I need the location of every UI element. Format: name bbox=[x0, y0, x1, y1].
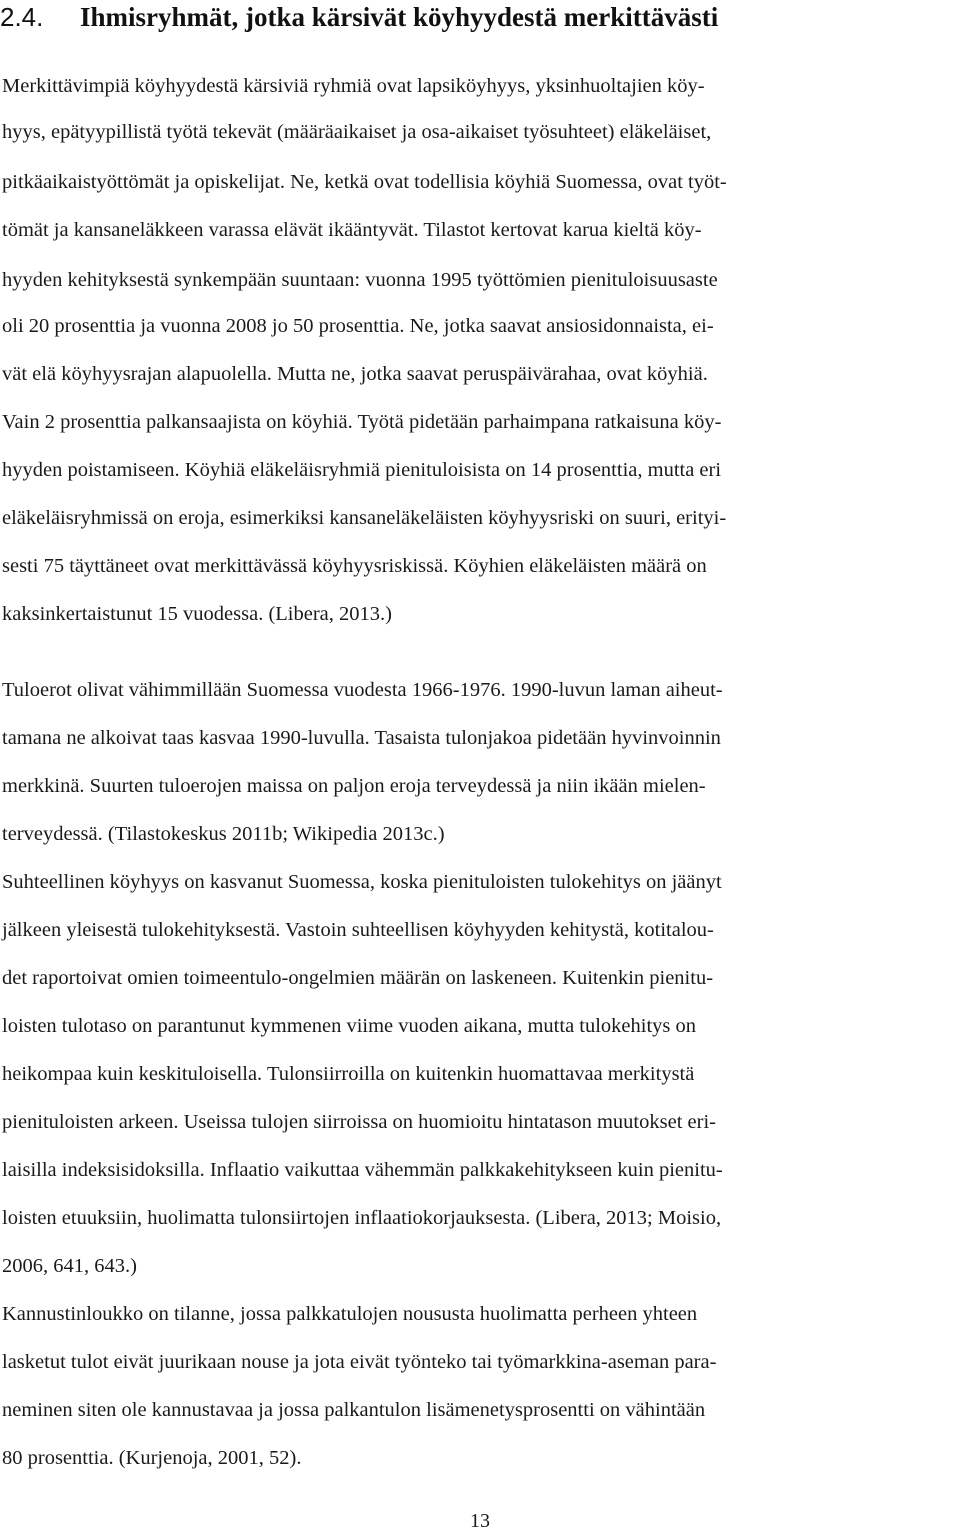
section-heading bbox=[0, 0, 960, 36]
text-line: Vain 2 prosenttia palkansaajista on köyhiä. Työtä pidetään parhaimpana ratkaisuna köy- bbox=[2, 411, 722, 433]
text-line: tamana ne alkoivat taas kasvaa 1990-luvulla. Tasaista tulonjakoa pidetään hyvinvoinnin bbox=[2, 727, 721, 749]
text-line: hyyden poistamiseen. Köyhiä eläkeläisryhmiä pienituloisista on 14 prosenttia, mutta eri bbox=[2, 459, 722, 481]
text-line: pitkäaikaistyöttömät ja opiskelijat. Ne, ketkä ovat todellisia köyhiä Suomessa, ovat työt- bbox=[2, 171, 727, 193]
text-line: sesti 75 täyttäneet ovat merkittävässä köyhyysriskissä. Köyhien eläkeläisten määrä on bbox=[2, 555, 707, 577]
text-line: pienituloisten arkeen. Useissa tulojen siirroissa on huomioitu hintatason muutokset eri- bbox=[2, 1111, 716, 1133]
text-line: tömät ja kansaneläkkeen varassa elävät ikääntyvät. Tilastot kertovat karua kieltä köy- bbox=[2, 219, 702, 241]
text-line: hyys, epätyypillistä työtä tekevät (määräaikaiset ja osa-aikaiset työsuhteet) eläkeläiset, bbox=[2, 121, 712, 143]
text-line: terveydessä. (Tilastokeskus 2011b; Wikipedia 2013c.) bbox=[2, 823, 445, 845]
text-line: heikompaa kuin keskituloisella. Tulonsiirroilla on kuitenkin huomattavaa merkitystä bbox=[2, 1063, 695, 1085]
text-line: 80 prosenttia. (Kurjenoja, 2001, 52). bbox=[2, 1447, 302, 1469]
text-line: merkkinä. Suurten tuloerojen maissa on paljon eroja terveydessä ja niin ikään mielen- bbox=[2, 775, 706, 797]
text-line: lasketut tulot eivät juurikaan nouse ja jota eivät työnteko tai työmarkkina-aseman para- bbox=[2, 1351, 717, 1373]
text-line: Suhteellinen köyhyys on kasvanut Suomessa, koska pienituloisten tulokehitys on jäänyt bbox=[2, 871, 722, 893]
section-number: 2.4. bbox=[0, 2, 44, 32]
text-line: jälkeen yleisestä tulokehityksestä. Vastoin suhteellisen köyhyyden kehitystä, kotitalou- bbox=[2, 919, 714, 941]
text-line: hyyden kehityksestä synkempään suuntaan: vuonna 1995 työttömien pienituloisuusaste bbox=[2, 269, 718, 291]
text-line: oli 20 prosenttia ja vuonna 2008 jo 50 prosenttia. Ne, jotka saavat ansiosidonnaista, ei- bbox=[2, 315, 714, 337]
text-line: eläkeläisryhmissä on eroja, esimerkiksi kansaneläkeläisten köyhyysriski on suuri, erityi- bbox=[2, 507, 727, 529]
text-line: kaksinkertaistunut 15 vuodessa. (Libera, 2013.) bbox=[2, 603, 392, 625]
text-line: laisilla indeksisidoksilla. Inflaatio vaikuttaa vähemmän palkkakehitykseen kuin pienitu- bbox=[2, 1159, 723, 1181]
section-title: Ihmisryhmät, jotka kärsivät köyhyydestä merkittävästi bbox=[80, 2, 719, 32]
text-line: vät elä köyhyysrajan alapuolella. Mutta ne, jotka saavat peruspäivärahaa, ovat köyhiä. bbox=[2, 363, 708, 385]
page-number: 13 bbox=[470, 1510, 490, 1532]
text-line: Kannustinloukko on tilanne, jossa palkkatulojen noususta huolimatta perheen yhteen bbox=[2, 1303, 698, 1325]
text-line: Tuloerot olivat vähimmillään Suomessa vuodesta 1966-1976. 1990-luvun laman aiheut- bbox=[2, 679, 723, 701]
text-line: neminen siten ole kannustavaa ja jossa palkantulon lisämenetysprosentti on vähintään bbox=[2, 1399, 706, 1421]
text-line: Merkittävimpiä köyhyydestä kärsiviä ryhmiä ovat lapsiköyhyys, yksinhuoltajien köy- bbox=[2, 75, 705, 97]
text-line: det raportoivat omien toimeentulo-ongelmien määrän on laskeneen. Kuitenkin pienitu- bbox=[2, 967, 714, 989]
text-line: loisten etuuksiin, huolimatta tulonsiirtojen inflaatiokorjauksesta. (Libera, 2013; Moisio, bbox=[2, 1207, 722, 1229]
text-line: loisten tulotaso on parantunut kymmenen viime vuoden aikana, mutta tulokehitys on bbox=[2, 1015, 697, 1037]
text-line: 2006, 641, 643.) bbox=[2, 1255, 137, 1277]
